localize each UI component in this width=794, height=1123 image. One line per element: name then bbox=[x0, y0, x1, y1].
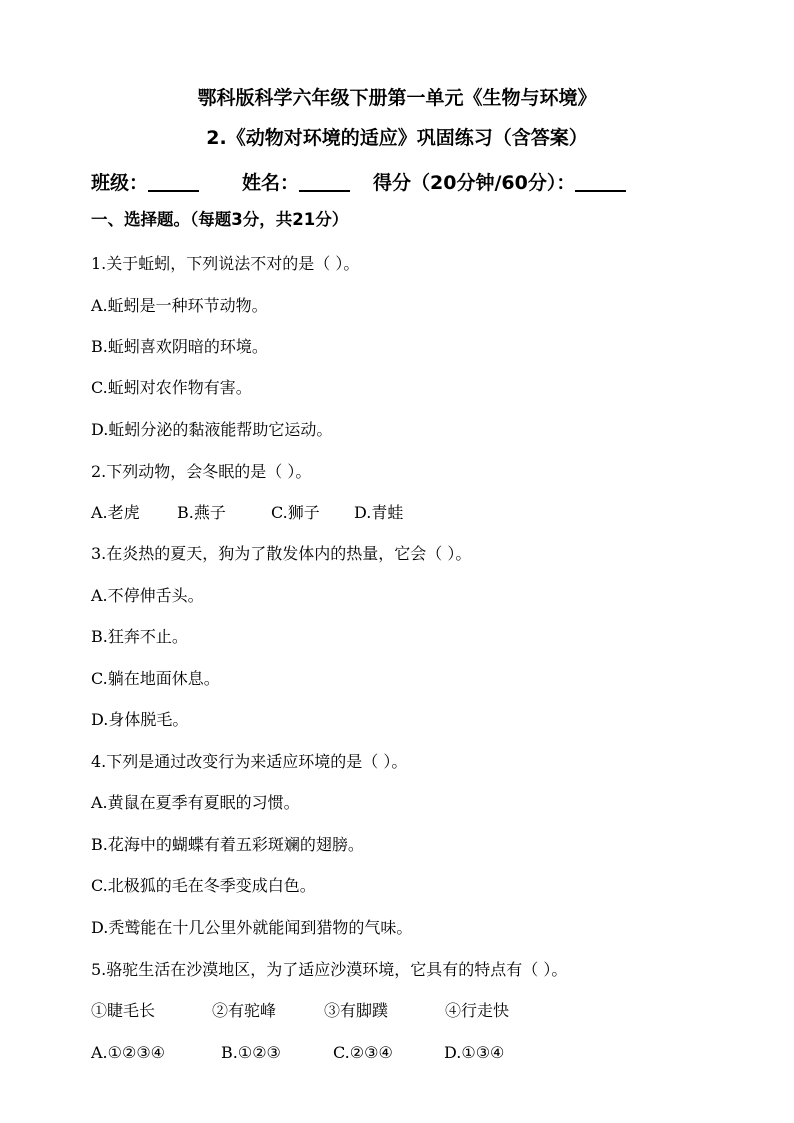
section-heading: 一、选择题。（每题3分，共21分） bbox=[91, 210, 349, 229]
question-1-stem: 1.关于蚯蚓，下列说法不对的是（ ）。 bbox=[91, 254, 360, 273]
question-3-option-c: C.躺在地面休息。 bbox=[91, 669, 220, 688]
class-blank bbox=[148, 170, 199, 192]
document-title: 鄂科版科学六年级下册第一单元《生物与环境》 bbox=[197, 87, 597, 109]
question-4-option-b: B.花海中的蝴蝶有着五彩斑斓的翅膀。 bbox=[91, 835, 364, 854]
document-subtitle: 2.《动物对环境的适应》巩固练习（含答案） bbox=[206, 127, 588, 149]
question-1-option-c: C.蚯蚓对农作物有害。 bbox=[91, 378, 252, 397]
question-5-option-d: D.①③④ bbox=[444, 1043, 505, 1062]
question-5-features bbox=[91, 999, 711, 1023]
question-5-feature-3: ③有脚蹼 bbox=[324, 1001, 389, 1020]
question-5-option-c: C.②③④ bbox=[333, 1043, 393, 1062]
question-2-option-a: A.老虎 bbox=[91, 503, 140, 522]
question-5-stem: 5.骆驼生活在沙漠地区，为了适应沙漠环境，它具有的特点有（ ）。 bbox=[91, 960, 568, 979]
question-4-stem: 4.下列是通过改变行为来适应环境的是（ ）。 bbox=[91, 752, 408, 771]
class-field bbox=[91, 170, 199, 196]
question-2-option-c: C.狮子 bbox=[271, 503, 320, 522]
question-3-option-d: D.身体脱毛。 bbox=[91, 710, 189, 729]
name-label: 姓名： bbox=[242, 172, 300, 194]
question-1-option-a: A.蚯蚓是一种环节动物。 bbox=[91, 296, 268, 315]
question-4-option-d: D.秃鹫能在十几公里外就能闻到猎物的气味。 bbox=[91, 918, 413, 937]
question-5-feature-1: ①睫毛长 bbox=[91, 1001, 156, 1020]
question-1-option-d: D.蚯蚓分泌的黏液能帮助它运动。 bbox=[91, 420, 333, 439]
question-2-options bbox=[91, 501, 711, 525]
question-5-feature-4: ④行走快 bbox=[445, 1001, 510, 1020]
question-4-option-c: C.北极狐的毛在冬季变成白色。 bbox=[91, 876, 316, 895]
question-1-option-b: B.蚯蚓喜欢阴暗的环境。 bbox=[91, 337, 268, 356]
question-4-option-a: A.黄鼠在夏季有夏眠的习惯。 bbox=[91, 793, 300, 812]
score-field bbox=[373, 170, 626, 196]
name-field bbox=[242, 170, 350, 196]
question-2-option-d: D.青蛙 bbox=[354, 503, 404, 522]
score-blank bbox=[575, 170, 626, 192]
question-5-option-b: B.①②③ bbox=[221, 1043, 281, 1062]
question-5-option-a: A.①②③④ bbox=[91, 1043, 166, 1062]
class-label: 班级： bbox=[91, 172, 149, 194]
question-3-option-a: A.不停伸舌头。 bbox=[91, 586, 204, 605]
name-blank bbox=[299, 170, 350, 192]
question-2-stem: 2.下列动物，会冬眠的是（ ）。 bbox=[91, 462, 312, 481]
question-3-option-b: B.狂奔不止。 bbox=[91, 627, 188, 646]
question-2-option-b: B.燕子 bbox=[177, 503, 226, 522]
question-5-options bbox=[91, 1041, 711, 1065]
question-3-stem: 3.在炎热的夏天，狗为了散发体内的热量，它会（ ）。 bbox=[91, 544, 472, 563]
question-5-feature-2: ②有驼峰 bbox=[212, 1001, 277, 1020]
score-label: 得分（20分钟/60分）： bbox=[373, 172, 576, 194]
